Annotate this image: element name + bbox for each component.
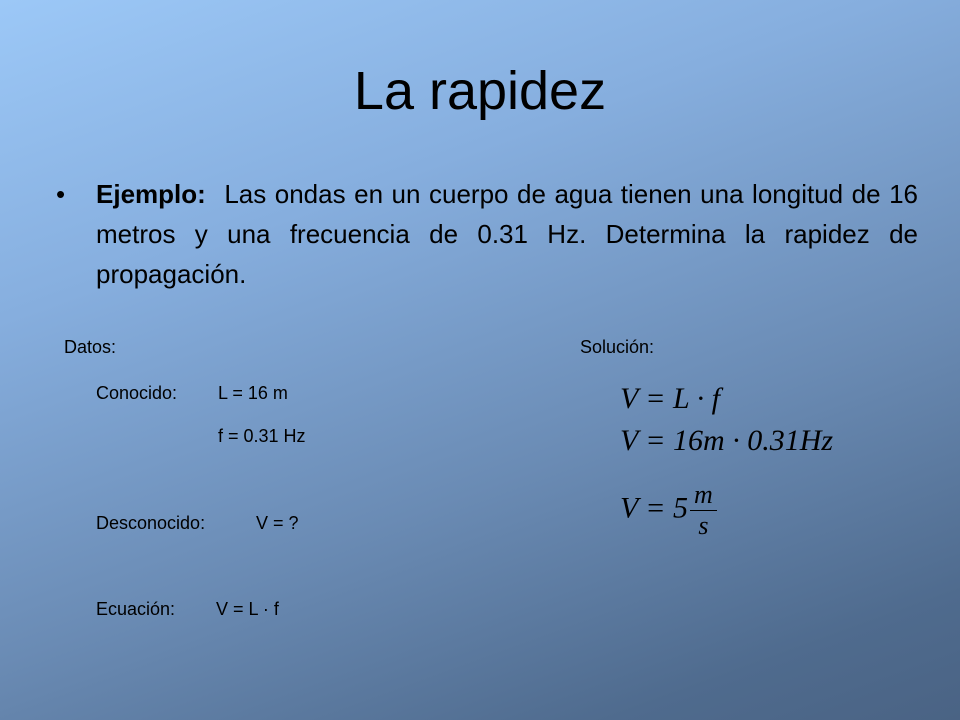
bullet-text: Las ondas en un cuerpo de agua tienen una longitud de 16 metros y una frecuencia de 0.31 Hz. Determina la rapidez de propagación. [96,179,919,289]
bullet-text-block [96,174,918,294]
desconocido-value: V = ? [256,513,299,533]
equation-3-lhs: V = 5 [620,491,689,525]
datos-heading: Datos: [64,337,117,357]
fraction-denominator: s [698,511,709,540]
conocido-label: Conocido: [96,383,178,403]
fraction-numerator: m [690,482,717,511]
desconocido-label: Desconocido: [96,513,206,533]
conocido-value-1: L = 16 m [218,383,288,403]
solucion-heading: Solución: [580,337,655,357]
ecuacion-value: V = L · f [216,599,279,619]
conocido-value-2: f = 0.31 Hz [218,426,306,446]
bullet-dot-icon: • [56,179,66,209]
equation-1: V = L · f [620,382,721,415]
ecuacion-label: Ecuación: [96,599,176,619]
equation-3 [620,482,717,539]
units-fraction [690,482,717,539]
equation-2: V = 16m · 0.31Hz [620,424,834,457]
bullet-label: Ejemplo: [96,179,206,209]
slide-title: La rapidez [353,61,607,121]
example-bullet [56,174,918,294]
